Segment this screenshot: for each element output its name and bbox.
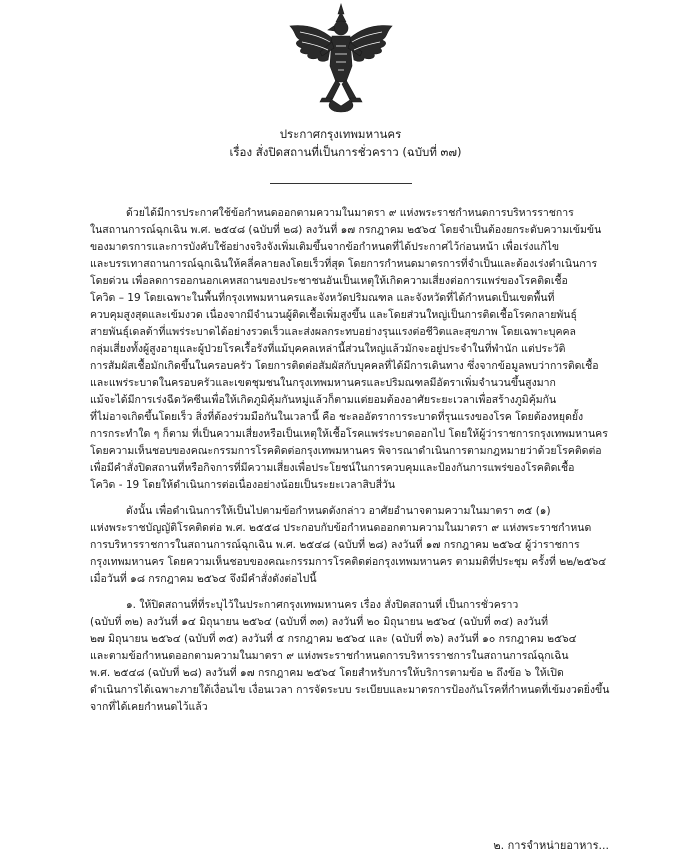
paragraph-line: และตามข้อกำหนดออกตามความในมาตรา ๙ แห่งพระราชกำหนดการบริหารราชการในสถานการณ์ฉุกเฉิน	[90, 650, 569, 662]
paragraph-line: ที่ไม่อาจเกิดขึ้นโดยเร็ว สิ่งที่ต้องร่วมมือกันในเวลานี้ คือ ชะลออัตราการระบาดที่รุนแรงของโรค โดยต้องหยุดยั้ง	[90, 411, 584, 423]
paragraph-line: ในสถานการณ์ฉุกเฉิน พ.ศ. ๒๕๔๘ (ฉบับที่ ๒๘) ลงวันที่ ๑๗ กรกฎาคม ๒๕๖๔ โดยจำเป็นต้องยกระดับความเข้มข้น	[90, 224, 602, 236]
continuation-note: ๒. การจำหน่ายอาหาร...	[493, 839, 609, 852]
paragraph-line: การสัมผัสเชื้อมักเกิดขึ้นในครอบครัว โดยการติดต่อสัมผัสกับบุคคลที่ได้มีการเดินทาง ซึ่งจากข้อมูลพบว่าการติดเชื้อ	[90, 360, 599, 372]
paragraph-line: โดยด่วน เพื่อลดการออกนอกเคหสถานของประชาชนอันเป็นเหตุให้เกิดความเสี่ยงต่อการแพร่ของโรคติดเชื้อ	[90, 275, 568, 287]
paragraph-line: และบรรเทาสถานการณ์ฉุกเฉินให้คลี่คลายลงโดยเร็วที่สุด โดยการกำหนดมาตรการที่จำเป็นและต้องเร่งดำเนินการ	[90, 258, 598, 270]
paragraph-line: โควิด - 19 โดยให้ดำเนินการต่อเนื่องอย่างน้อยเป็นระยะเวลาสิบสี่วัน	[90, 479, 396, 491]
paragraph-line: เมื่อวันที่ ๑๘ กรกฎาคม ๒๕๖๔ จึงมีคำสั่งดังต่อไปนี้	[90, 573, 317, 585]
paragraph-line: กรุงเทพมหานคร โดยความเห็นชอบของคณะกรรมการโรคติดต่อกรุงเทพมหานคร ตามมติที่ประชุม ครั้งที่ ๒๒/๒๕๖๔	[90, 556, 607, 568]
paragraph-line: ๒๗ มิถุนายน ๒๕๖๔ (ฉบับที่ ๓๕) ลงวันที่ ๕ กรกฎาคม ๒๕๖๔ และ (ฉบับที่ ๓๖) ลงวันที่ ๑๐ กรกฎาคม ๒๕๖๔	[90, 633, 577, 645]
paragraph-line: ๑. ให้ปิดสถานที่ที่ระบุไว้ในประกาศกรุงเทพมหานคร เรื่อง สั่งปิดสถานที่ เป็นการชั่วคราว	[126, 599, 519, 611]
paragraph-line: ของมาตรการและการบังคับใช้อย่างจริงจังเพิ่มเติมขึ้นจากข้อกำหนดที่ได้ประกาศไว้ก่อนหน้า เพื่อเร่งแก้ไข	[90, 241, 560, 253]
paragraph-line: ดังนั้น เพื่อดำเนินการให้เป็นไปตามข้อกำหนดดังกล่าว อาศัยอำนาจตามความในมาตรา ๓๕ (๑)	[126, 505, 551, 517]
paragraph-line: จากที่ได้เคยกำหนดไว้แล้ว	[90, 701, 208, 713]
paragraph-line: สายพันธุ์เดลต้าที่แพร่ระบาดได้อย่างรวดเร็วและส่งผลกระทบอย่างรุนแรงต่อชีวิตและสุขภาพ โดยเฉพาะบุคคล	[90, 326, 576, 338]
paragraph-line: โดยความเห็นชอบของคณะกรรมการโรคติดต่อกรุงเทพมหานคร พิจารณาดำเนินการตามกฎหมายว่าด้วยโรคติดต่อ	[90, 445, 602, 457]
paragraph-line: กลุ่มเสี่ยงทั้งผู้สูงอายุและผู้ป่วยโรคเรื้อรังที่แม้บุคคลเหล่านี้ส่วนใหญ่แล้วมักจะอยู่ประจำในที่พำนัก แต่ประวัติ	[90, 343, 566, 355]
paragraph-line: การกระทำใด ๆ ก็ตาม ที่เป็นความเสี่ยงหรือเป็นเหตุให้เชื้อโรคแพร่ระบาดออกไป โดยให้ผู้ว่าราชการกรุงเทพมหานคร	[90, 428, 608, 440]
paragraph-line: เพื่อมีคำสั่งปิดสถานที่หรือกิจการที่มีความเสี่ยงเพื่อประโยชน์ในการควบคุมและป้องกันการแพร่ของโรคติดเชื้อ	[90, 462, 575, 474]
paragraph-line: ดำเนินการได้เฉพาะภายใต้เงื่อนไข เงื่อนเวลา การจัดระบบ ระเบียบและมาตรการป้องกันโรคที่กำหนดที่เข้มงวดยิ่งขึ้น	[90, 684, 610, 696]
paragraph-line: ควบคุมสูงสุดและเข้มงวด เนื่องจากมีจำนวนผู้ติดเชื้อเพิ่มสูงขึ้น และโดยส่วนใหญ่เป็นการติดเชื้อโรคกลายพันธุ์	[90, 309, 577, 321]
paragraph-line: แห่งพระราชบัญญัติโรคติดต่อ พ.ศ. ๒๕๕๘ ประกอบกับข้อกำหนดออกตามความในมาตรา ๙ แห่งพระราชกำหนด	[90, 522, 592, 534]
title-divider	[270, 183, 412, 184]
paragraph-line: และแพร่ระบาดในครอบครัวและเขตชุมชนในกรุงเทพมหานครและปริมณฑลมีอัตราเพิ่มจำนวนขึ้นสูงมาก	[90, 377, 556, 389]
announcement-title: ประกาศกรุงเทพมหานคร	[279, 127, 402, 141]
paragraph-line: โควิด – 19 โดยเฉพาะในพื้นที่กรุงเทพมหานครและจังหวัดปริมณฑล และจังหวัดที่ได้กำหนดเป็นเขตพื้นที่	[90, 292, 555, 304]
paragraph-line: ด้วยได้มีการประกาศใช้ข้อกำหนดออกตามความในมาตรา ๙ แห่งพระราชกำหนดการบริหารราชการ	[126, 207, 574, 219]
paragraph-line: (ฉบับที่ ๓๒) ลงวันที่ ๑๔ มิถุนายน ๒๕๖๔ (ฉบับที่ ๓๓) ลงวันที่ ๒๐ มิถุนายน ๒๕๖๔ (ฉบับที่ ๓๔) ลงวันที่	[90, 616, 549, 628]
paragraph-line: การบริหารราชการในสถานการณ์ฉุกเฉิน พ.ศ. ๒๕๔๘ (ฉบับที่ ๒๘) ลงวันที่ ๑๗ กรกฎาคม ๒๕๖๔ ผู้ว่าราชการ	[90, 539, 580, 551]
paragraph-line: พ.ศ. ๒๕๔๘ (ฉบับที่ ๒๘) ลงวันที่ ๑๗ กรกฎาคม ๒๕๖๔ โดยสำหรับการให้บริการตามข้อ ๒ ถึงข้อ ๖ ให้เปิด	[90, 667, 564, 679]
paragraph-line: แม้จะได้มีการเร่งฉีดวัคซีนเพื่อให้เกิดภูมิคุ้มกันหมู่แล้วก็ตามแต่ยอมต้องอาศัยระยะเวลาเพื่อสร้างภูมิคุ้มกัน	[90, 394, 557, 406]
garuda-emblem-icon	[286, 2, 396, 114]
announcement-subject: เรื่อง สั่งปิดสถานที่เป็นการชั่วคราว (ฉบับที่ ๓๗)	[229, 145, 462, 159]
